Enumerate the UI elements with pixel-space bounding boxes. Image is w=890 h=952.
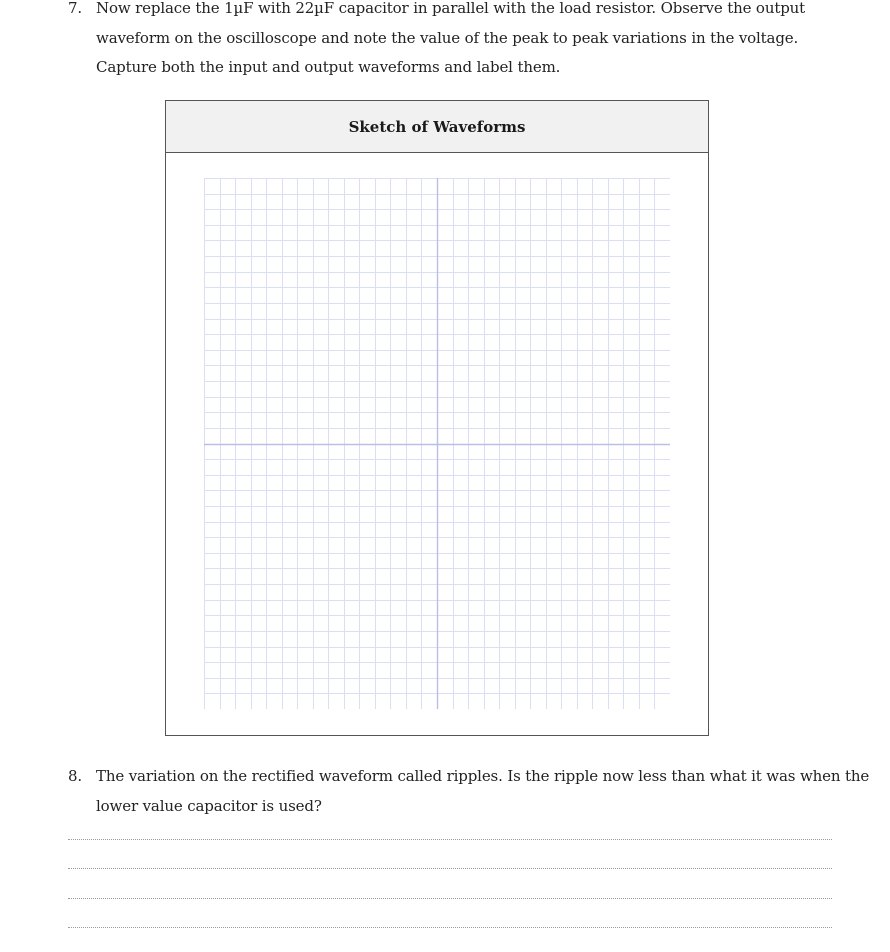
answer-line-3[interactable]	[68, 898, 832, 899]
question-8-number: 8.	[68, 767, 83, 785]
question-8-text	[96, 762, 870, 821]
sketch-box	[165, 100, 709, 736]
question-8	[68, 762, 870, 821]
answer-line-2[interactable]	[68, 868, 832, 869]
question-8-line-2: lower value capacitor is used?	[96, 796, 322, 815]
answer-line-4[interactable]	[68, 927, 832, 928]
sketch-grid[interactable]	[204, 178, 670, 709]
sketch-title: Sketch of Waveforms	[166, 101, 708, 153]
question-7-line-2: waveform on the oscilloscope and note the value of the peak to peak variations in the voltage.	[96, 28, 799, 47]
answer-line-1[interactable]	[68, 839, 832, 840]
question-7-number: 7.	[68, 0, 83, 17]
question-7-line-3: Capture both the input and output waveforms and label them.	[96, 58, 561, 76]
grid-paper	[204, 178, 670, 709]
question-7-line-1: Now replace the 1µF with 22µF capacitor in parallel with the load resistor. Observe the output	[96, 0, 806, 17]
question-7	[68, 0, 848, 83]
question-8-line-1: The variation on the rectified waveform called ripples. Is the ripple now less than what it was when the	[96, 767, 870, 785]
question-7-text	[96, 0, 848, 83]
